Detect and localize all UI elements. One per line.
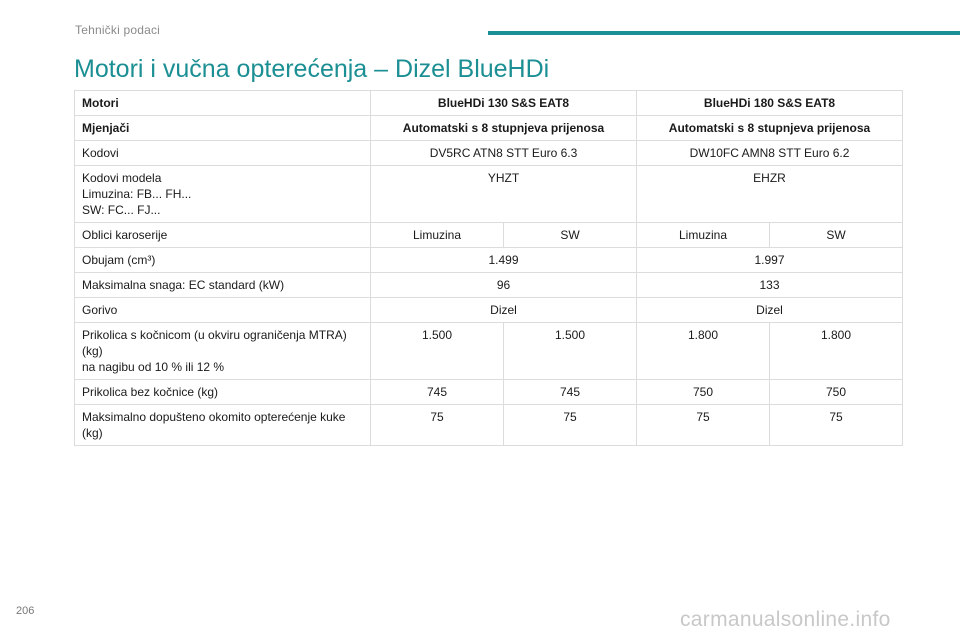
unbraked-value: 745: [371, 380, 504, 405]
braked-label-line-1: Prikolica s kočnicom (u okviru ograničenja MTRA): [82, 328, 347, 342]
table-row-engines: [75, 91, 903, 116]
row-label-capacity: Obujam (cm³): [75, 248, 371, 273]
row-label-fuel: Gorivo: [75, 298, 371, 323]
fuel-1: Dizel: [371, 298, 637, 323]
row-label-power: Maksimalna snaga: EC standard (kW): [75, 273, 371, 298]
page-title: Motori i vučna opterećenja – Dizel BlueHDi: [74, 55, 550, 83]
capacity-2: 1.997: [637, 248, 903, 273]
table-row-codes: [75, 141, 903, 166]
unbraked-value: 750: [637, 380, 770, 405]
body-value: Limuzina: [637, 223, 770, 248]
row-label-model-codes: [75, 166, 371, 223]
engine-2-name: BlueHDi 180 S&S EAT8: [637, 91, 903, 116]
braked-label-line-2: (kg): [82, 344, 103, 358]
unbraked-value: 745: [504, 380, 637, 405]
page-number: 206: [16, 605, 35, 617]
row-label-gearbox: Mjenjači: [75, 116, 371, 141]
power-1: 96: [371, 273, 637, 298]
row-label-engines: Motori: [75, 91, 371, 116]
table-row-power: [75, 273, 903, 298]
table-row-fuel: [75, 298, 903, 323]
codes-2: DW10FC AMN8 STT Euro 6.2: [637, 141, 903, 166]
table-row-unbraked-trailer: [75, 380, 903, 405]
table-row-braked-trailer: [75, 323, 903, 380]
model-codes-label-line-1: Kodovi modela: [82, 171, 162, 185]
gearbox-1: Automatski s 8 stupnjeva prijenosa: [371, 116, 637, 141]
watermark: carmanualsonline.info: [680, 608, 891, 631]
row-label-body: Oblici karoserije: [75, 223, 371, 248]
noseweight-value: 75: [504, 405, 637, 446]
engine-spec-table: [74, 90, 903, 446]
row-label-unbraked-trailer: Prikolica bez kočnice (kg): [75, 380, 371, 405]
noseweight-value: 75: [637, 405, 770, 446]
body-value: SW: [770, 223, 903, 248]
braked-value: 1.500: [504, 323, 637, 380]
noseweight-value: 75: [371, 405, 504, 446]
braked-label-line-3: na nagibu od 10 % ili 12 %: [82, 360, 225, 374]
table-row-noseweight: [75, 405, 903, 446]
row-label-codes: Kodovi: [75, 141, 371, 166]
noseweight-label-line-2: (kg): [82, 426, 103, 440]
codes-1: DV5RC ATN8 STT Euro 6.3: [371, 141, 637, 166]
row-label-noseweight: [75, 405, 371, 446]
unbraked-value: 750: [770, 380, 903, 405]
header-accent-bar: [488, 31, 960, 35]
power-2: 133: [637, 273, 903, 298]
row-label-braked-trailer: [75, 323, 371, 380]
model-codes-label-line-2: Limuzina: FB... FH...: [82, 187, 192, 201]
gearbox-2: Automatski s 8 stupnjeva prijenosa: [637, 116, 903, 141]
table-row-capacity: [75, 248, 903, 273]
braked-value: 1.500: [371, 323, 504, 380]
table-row-model-codes: [75, 166, 903, 223]
capacity-1: 1.499: [371, 248, 637, 273]
section-label: Tehnički podaci: [75, 23, 161, 37]
engine-1-name: BlueHDi 130 S&S EAT8: [371, 91, 637, 116]
model-codes-1: YHZT: [371, 166, 637, 223]
noseweight-label-line-1: Maksimalno dopušteno okomito opterećenje kuke: [82, 410, 346, 424]
body-value: SW: [504, 223, 637, 248]
model-codes-2: EHZR: [637, 166, 903, 223]
fuel-2: Dizel: [637, 298, 903, 323]
table-row-body: [75, 223, 903, 248]
model-codes-label-line-3: SW: FC... FJ...: [82, 203, 161, 217]
body-value: Limuzina: [371, 223, 504, 248]
braked-value: 1.800: [637, 323, 770, 380]
noseweight-value: 75: [770, 405, 903, 446]
braked-value: 1.800: [770, 323, 903, 380]
table-row-gearbox: [75, 116, 903, 141]
